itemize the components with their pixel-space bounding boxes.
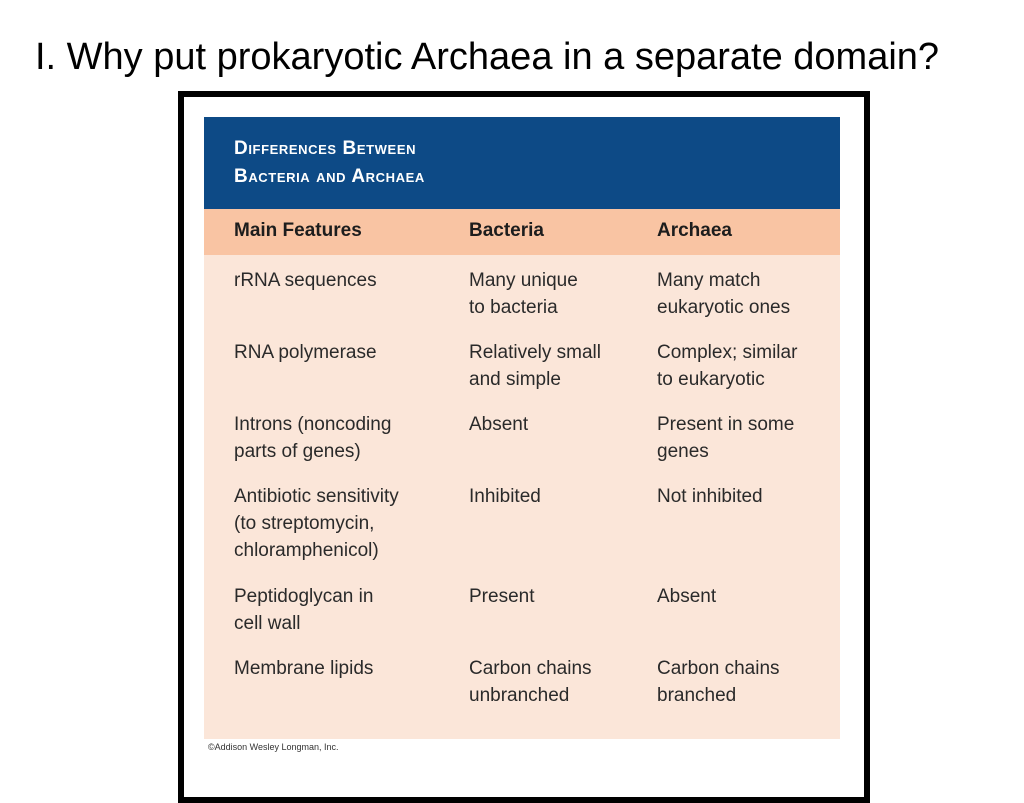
comparison-table bbox=[204, 209, 840, 739]
column-header-archaea: Archaea bbox=[657, 220, 732, 241]
bacteria-cell: Many unique to bacteria bbox=[469, 270, 578, 318]
bacteria-cell: Inhibited bbox=[469, 486, 541, 507]
copyright-notice: ©Addison Wesley Longman, Inc. bbox=[208, 742, 339, 752]
bacteria-cell: Absent bbox=[469, 414, 529, 435]
feature-cell: Peptidoglycan in cell wall bbox=[234, 586, 374, 634]
column-header-bacteria: Bacteria bbox=[469, 220, 544, 241]
bacteria-cell: Present bbox=[469, 586, 535, 607]
feature-cell: rRNA sequences bbox=[234, 270, 377, 291]
table-title bbox=[204, 117, 840, 209]
table-title-line-2: Bacteria and Archaea bbox=[234, 166, 425, 187]
archaea-cell: Not inhibited bbox=[657, 486, 763, 507]
archaea-cell: Absent bbox=[657, 586, 717, 607]
feature-cell: Introns (noncoding parts of genes) bbox=[234, 414, 392, 462]
archaea-cell: Carbon chains branched bbox=[657, 658, 780, 706]
archaea-cell: Complex; similar to eukaryotic bbox=[657, 342, 798, 390]
column-header-row bbox=[204, 209, 840, 255]
table-title-line-1: Differences Between bbox=[234, 138, 417, 159]
feature-cell: RNA polymerase bbox=[234, 342, 377, 363]
feature-cell: Membrane lipids bbox=[234, 658, 374, 679]
column-header-main-features: Main Features bbox=[234, 220, 362, 241]
bacteria-cell: Carbon chains unbranched bbox=[469, 658, 592, 706]
table-figure-frame bbox=[178, 91, 870, 803]
bacteria-cell: Relatively small and simple bbox=[469, 342, 601, 390]
slide-title: I. Why put prokaryotic Archaea in a separate domain? bbox=[35, 36, 940, 78]
feature-cell: Antibiotic sensitivity (to streptomycin, chloramphenicol) bbox=[234, 486, 399, 561]
archaea-cell: Many match eukaryotic ones bbox=[657, 270, 791, 318]
archaea-cell: Present in some genes bbox=[657, 414, 795, 462]
